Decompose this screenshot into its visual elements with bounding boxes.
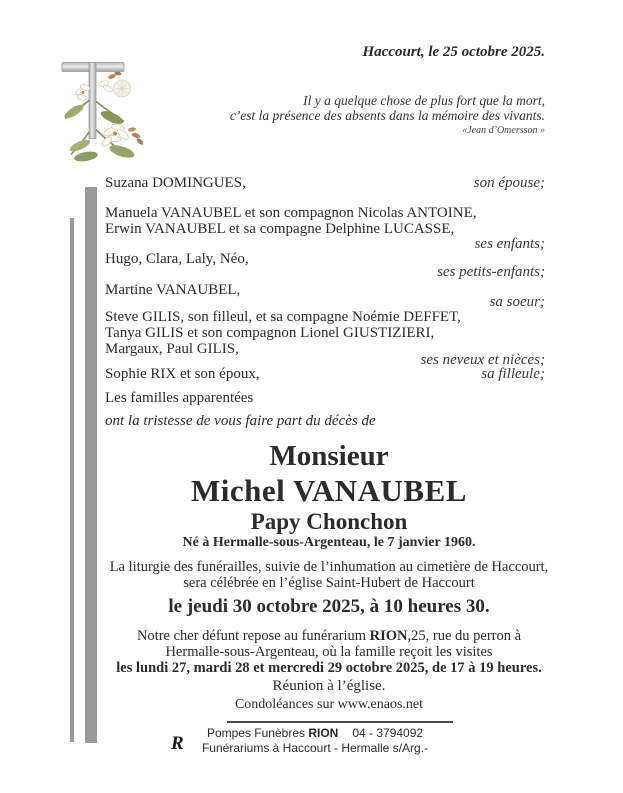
family-names: Manuela VANAUBEL et son compagnon Nicolas ANTOINE, [105, 205, 477, 221]
relation-label: ses petits-enfants; [437, 264, 545, 280]
family-row [105, 205, 545, 221]
svg-text:R: R [171, 733, 184, 753]
deceased-nickname: Papy Chonchon [250, 509, 408, 534]
birth-line: Né à Hermalle-sous-Argenteau, le 7 janvier 1960. [182, 535, 476, 550]
quote-attribution: «Jean d’Omersson » [462, 125, 545, 136]
family-row [105, 309, 545, 325]
relation-label: son épouse; [473, 175, 545, 191]
deceased-title: Monsieur [269, 440, 389, 472]
footer-divider [227, 721, 453, 723]
footer-company-name: RION [308, 726, 339, 740]
relation-label: sa filleule; [481, 366, 545, 382]
family-row [105, 175, 545, 191]
funeral-home-name: RION [369, 628, 408, 644]
family-names: Hugo, Clara, Laly, Néo, [105, 251, 249, 267]
family-row [105, 294, 545, 310]
relation-label: sa soeur; [489, 294, 545, 310]
related-families-line: Les familles apparentées [105, 390, 254, 406]
footer-company-prefix: Pompes Funèbres [206, 726, 309, 740]
family-names: Steve GILIS, son filleul, et sa compagne Noémie DEFFET, [105, 309, 461, 325]
footer-company-line [185, 726, 445, 741]
dateline: Haccourt, le 25 octobre 2025. [362, 44, 545, 60]
repose-line1 [90, 628, 568, 644]
quote-line1: Il y a quelque chose de plus fort que la mort, [303, 93, 545, 108]
family-names: Martine VANAUBEL, [105, 282, 241, 298]
family-row [105, 221, 545, 237]
quote-line2: c’est la présence des absents dans la mémoire des vivants. [229, 108, 545, 123]
meeting-line: Réunion à l’église. [272, 678, 386, 694]
deceased-name: Michel VANAUBEL [191, 473, 467, 508]
repose-prefix: Notre cher défunt repose au funérarium [136, 628, 370, 644]
quote-block [0, 93, 545, 138]
family-row [105, 264, 545, 280]
family-row [105, 236, 545, 252]
family-names: Erwin VANAUBEL et sa compagne Delphine LUCASSE, [105, 221, 455, 237]
repose-suffix: ,25, rue du perron à [407, 628, 522, 644]
footer-phone: 04 - 3794092 [352, 726, 424, 740]
family-names: Suzana DOMINGUES, [105, 175, 246, 191]
relation-label: ses enfants; [474, 236, 545, 252]
family-names: Sophie RIX et son époux, [105, 366, 260, 382]
announcement-intro: ont la tristesse de vous faire part du décès de [105, 413, 376, 429]
relation-label: ses neveux et nièces; [420, 352, 545, 368]
visits-line: les lundi 27, mardi 28 et mercredi 29 octobre 2025, de 17 à 19 heures. [116, 660, 542, 676]
family-names: Margaux, Paul GILIS, [105, 341, 239, 357]
family-names: Tanya GILIS et son compagnon Lionel GIUSTIZIERI, [105, 325, 435, 341]
liturgy-paragraph [90, 559, 568, 591]
family-row [105, 325, 545, 341]
footer-block [185, 726, 445, 755]
condolences-line: Condoléances sur www.enaos.net [234, 697, 424, 712]
liturgy-line1: La liturgie des funérailles, suivie de l’inhumation au cimetière de Haccourt, [109, 559, 549, 575]
repose-line2: Hermalle-sous-Argenteau, où la famille reçoit les visites [165, 644, 493, 660]
liturgy-line2: sera célébrée en l’église Saint-Hubert de Haccourt [183, 575, 475, 591]
footer-address-line: Funérariums à Haccourt - Hermalle s/Arg.- [201, 740, 429, 755]
ceremony-date-line: le jeudi 30 octobre 2025, à 10 heures 30. [168, 596, 490, 617]
family-row [105, 366, 545, 382]
repose-paragraph [90, 628, 568, 676]
decorative-bar-thin [70, 218, 74, 742]
